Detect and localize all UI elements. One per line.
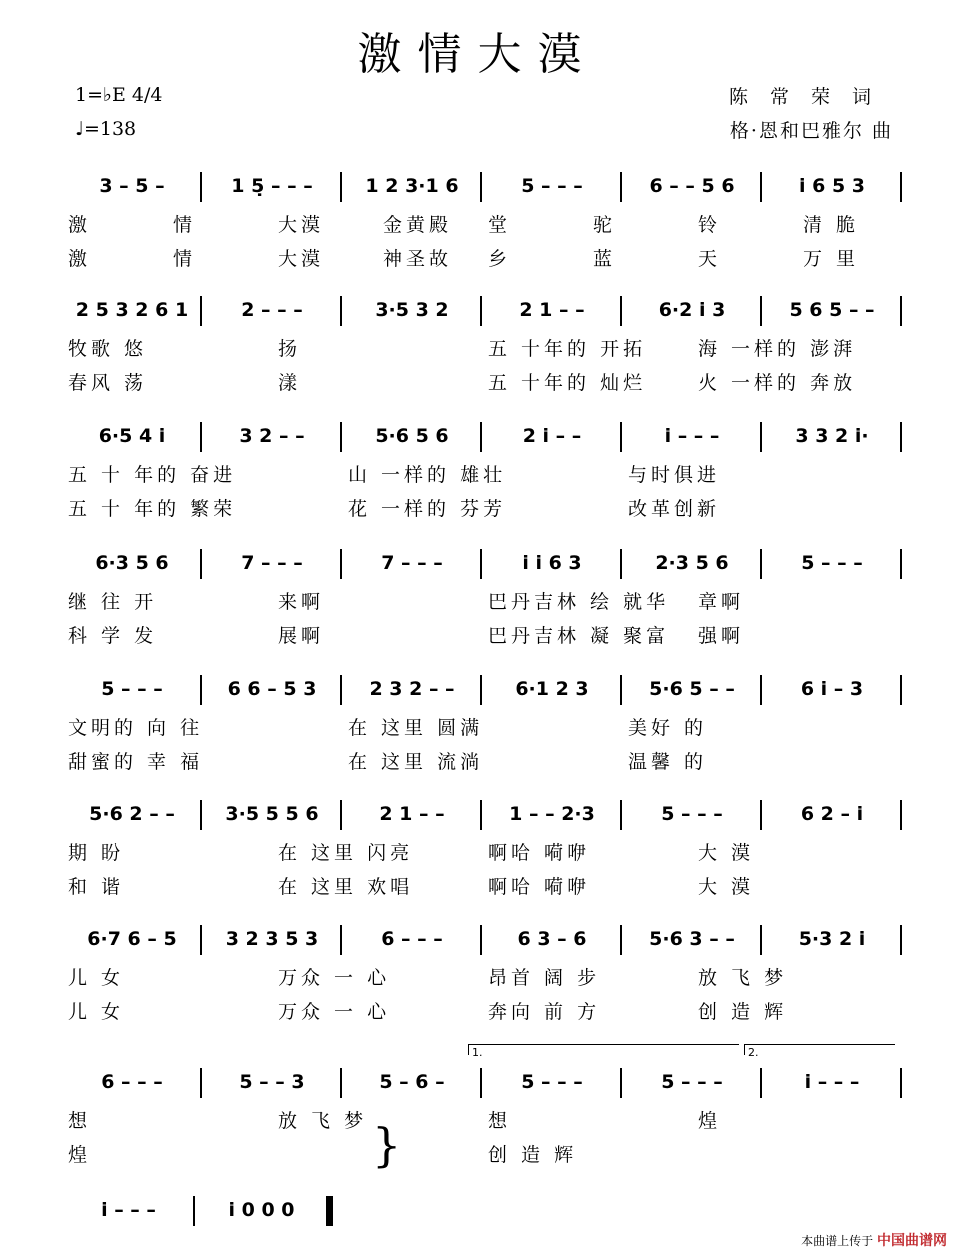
measure-notes: 5 – – –: [661, 1071, 723, 1093]
measure-notes: i – – –: [101, 1199, 156, 1221]
measure-notes: 5 – – –: [101, 678, 163, 700]
lyricist-credit: 陈常荣词: [728, 86, 893, 108]
lyric-text: 万众 一 心: [278, 1001, 391, 1023]
measure-notes: 6 6 – 5 3: [227, 678, 317, 700]
barline: [900, 172, 902, 202]
measure-notes: 3 2 3 5 3: [225, 928, 319, 950]
lyric-text: 驼: [593, 214, 617, 236]
notation-row: [62, 800, 902, 828]
lyric-line-1: [62, 460, 902, 486]
measure-notes: i 0 0 0: [228, 1199, 295, 1221]
measure-notes: 2·3 5 6: [655, 552, 729, 574]
lyric-text: 火 一样的 奔放: [698, 372, 857, 394]
barline: [900, 1068, 902, 1098]
measure-notes: 6 – – 5 6: [649, 175, 735, 197]
lyric-line-2: [62, 872, 902, 898]
measure: [482, 422, 622, 450]
lyric-text: 大漠: [278, 214, 325, 236]
measure: [62, 422, 202, 450]
lyric-line-2: [62, 997, 902, 1023]
measure-notes: 2 1 – –: [519, 299, 585, 321]
lyric-text: 万众 一 心: [278, 967, 391, 989]
barline: [900, 549, 902, 579]
lyric-text: 堂: [488, 214, 512, 236]
measure-notes: i 6 5 3: [798, 175, 866, 197]
lyric-text: 牧歌 悠: [68, 338, 148, 360]
lyric-line-1: [62, 838, 902, 864]
tempo-marking: ♩=138: [75, 118, 137, 140]
composer-credit: 格·恩和巴雅尔 曲: [729, 120, 893, 142]
notation-row: [62, 1068, 902, 1096]
measure: [62, 296, 202, 324]
lyric-text: 章啊: [698, 591, 745, 613]
lyric-line-2: [62, 494, 902, 520]
lyric-text: 大 漠: [698, 842, 755, 864]
repeat-brace: }: [372, 1118, 402, 1172]
lyric-line-1: [62, 713, 902, 739]
volta-bracket-1: [468, 1044, 739, 1055]
measure-notes: 7 – – –: [381, 552, 443, 574]
lyric-line-1: [62, 210, 902, 236]
measure: [622, 172, 762, 200]
measure: [622, 1068, 762, 1096]
lyric-text: 创 造 辉: [488, 1144, 578, 1166]
lyric-text: 放 飞 梦: [278, 1110, 368, 1132]
measure: [762, 422, 902, 450]
measure-notes: 5 – – –: [521, 175, 583, 197]
lyric-text: 创 造 辉: [698, 1001, 788, 1023]
lyric-text: 大 漠: [698, 876, 755, 898]
lyric-text: 与时俱进: [628, 464, 721, 486]
lyric-text: 儿 女: [68, 1001, 125, 1023]
measure-notes: 1 2 3·1 6: [365, 175, 459, 197]
lyric-text: 想: [488, 1110, 512, 1132]
lyric-line-1: [62, 334, 902, 360]
measure-notes: 6·2 i 3: [658, 299, 726, 321]
measure: [762, 800, 902, 828]
notation-row: [62, 296, 902, 324]
key-signature: 1=♭E 4/4: [75, 84, 163, 106]
lyric-line-1: [62, 1106, 902, 1132]
measure-notes: i i 6 3: [522, 552, 582, 574]
measure: [202, 549, 342, 577]
measure-notes: 5·6 5 6: [375, 425, 449, 447]
measure-notes: 2 i – –: [522, 425, 582, 447]
measure: [482, 675, 622, 703]
lyric-text: 激: [68, 214, 92, 236]
lyric-text: 乡: [488, 248, 512, 270]
measure-notes: 5 – 6 –: [379, 1071, 445, 1093]
lyric-text: 儿 女: [68, 967, 125, 989]
measure-notes: 5·3 2 i: [798, 928, 866, 950]
lyric-text: 啊哈 嗬咿: [488, 876, 591, 898]
notation-row: [62, 675, 902, 703]
measure: [622, 675, 762, 703]
lyric-line-2: [62, 1140, 902, 1166]
lyric-text: 天: [698, 248, 722, 270]
measure: [342, 422, 482, 450]
measure-notes: 3 3 2 i·: [795, 425, 869, 447]
volta-bracket-2: [744, 1044, 895, 1055]
lyric-line-2: [62, 747, 902, 773]
measure: [482, 925, 622, 953]
footer-text: 本曲谱上传于: [801, 1234, 874, 1248]
lyric-text: 海 一样的 澎湃: [698, 338, 857, 360]
measure-notes: 6 – – –: [101, 1071, 163, 1093]
measure: [195, 1196, 328, 1224]
lyric-text: 扬: [278, 338, 302, 360]
footer-credit: [801, 1230, 947, 1250]
volta-label-2: 2.: [748, 1046, 759, 1059]
measure-notes: 6 – – –: [381, 928, 443, 950]
lyric-text: 在 这里 圆满: [348, 717, 484, 739]
lyric-text: 五 十年的 开拓: [488, 338, 647, 360]
lyric-text: 改革创新: [628, 498, 721, 520]
lyric-text: 强啊: [698, 625, 745, 647]
measure: [62, 800, 202, 828]
lyric-text: 文明的 向 往: [68, 717, 204, 739]
measure: [202, 925, 342, 953]
lyric-text: 万 里: [803, 248, 860, 270]
measure: [622, 422, 762, 450]
measure-notes: 5·6 3 – –: [649, 928, 735, 950]
lyric-text: 煌: [68, 1144, 92, 1166]
lyric-text: 在 这里 欢唱: [278, 876, 414, 898]
measure: [482, 549, 622, 577]
notation-row: [62, 1196, 902, 1224]
lyric-text: 继 往 开: [68, 591, 158, 613]
lyric-text: 山 一样的 雄壮: [348, 464, 507, 486]
measure: [202, 800, 342, 828]
measure-notes: 3·5 5 5 6: [225, 803, 319, 825]
lyric-text: 啊哈 嗬咿: [488, 842, 591, 864]
lyric-text: 铃: [698, 214, 722, 236]
measure-notes: 5 – – –: [521, 1071, 583, 1093]
measure-notes: 2 – – –: [241, 299, 303, 321]
measure-notes: 2 3 2 – –: [369, 678, 455, 700]
measure: [202, 296, 342, 324]
measure: [62, 172, 202, 200]
measure-notes: 2 1 – –: [379, 803, 445, 825]
lyric-text: 情: [173, 214, 197, 236]
lyric-text: 花 一样的 芬芳: [348, 498, 507, 520]
measure: [342, 172, 482, 200]
measure: [62, 925, 202, 953]
measure: [342, 800, 482, 828]
lyric-text: 清 脆: [803, 214, 860, 236]
measure-notes: 3 – 5 –: [99, 175, 165, 197]
lyric-text: 甜蜜的 幸 福: [68, 751, 204, 773]
lyric-text: 五 十 年的 奋进: [68, 464, 237, 486]
lyric-line-2: [62, 244, 902, 270]
volta-label-1: 1.: [472, 1046, 483, 1059]
measure: [62, 1196, 195, 1224]
measure: [482, 296, 622, 324]
barline: [900, 296, 902, 326]
measure-notes: 2 5 3 2 6 1: [75, 299, 189, 321]
lyric-text: 温馨 的: [628, 751, 708, 773]
measure-notes: 5·6 5 – –: [649, 678, 735, 700]
measure: [202, 422, 342, 450]
lyric-text: 五 十 年的 繁荣: [68, 498, 237, 520]
lyric-text: 昂首 阔 步: [488, 967, 601, 989]
measure-notes: 6 i – 3: [800, 678, 864, 700]
measure: [762, 549, 902, 577]
measure: [342, 296, 482, 324]
measure: [482, 172, 622, 200]
measure-notes: 1 5̣ – – –: [231, 175, 313, 197]
measure: [202, 1068, 342, 1096]
notation-row: [62, 925, 902, 953]
measure: [622, 296, 762, 324]
measure-notes: 1 – – 2·3: [509, 803, 595, 825]
measure-notes: 3 2 – –: [239, 425, 305, 447]
lyric-text: 漾: [278, 372, 302, 394]
lyric-text: 奔向 前 方: [488, 1001, 601, 1023]
measure-notes: 5 – – 3: [239, 1071, 305, 1093]
measure-notes: 6 3 – 6: [517, 928, 587, 950]
measure-notes: 5 – – –: [801, 552, 863, 574]
lyric-line-1: [62, 587, 902, 613]
lyric-text: 大漠: [278, 248, 325, 270]
lyric-text: 神圣故: [383, 248, 453, 270]
song-title: 激情大漠: [357, 29, 598, 80]
measure-notes: i – – –: [664, 425, 720, 447]
measure-notes: 3·5 3 2: [375, 299, 449, 321]
measure: [482, 800, 622, 828]
lyric-text: 煌: [698, 1110, 722, 1132]
measure-notes: 6·3 5 6: [95, 552, 169, 574]
measure: [762, 172, 902, 200]
measure: [62, 1068, 202, 1096]
measure: [342, 1068, 482, 1096]
lyric-text: 想: [68, 1110, 92, 1132]
lyric-text: 展啊: [278, 625, 325, 647]
barline: [900, 675, 902, 705]
lyric-text: 期 盼: [68, 842, 125, 864]
notation-row: [62, 549, 902, 577]
lyric-text: 和 谐: [68, 876, 125, 898]
lyric-text: 放 飞 梦: [698, 967, 788, 989]
measure-notes: 5 6 5 – –: [789, 299, 875, 321]
measure: [762, 675, 902, 703]
lyric-text: 激: [68, 248, 92, 270]
measure-notes: 5·6 2 – –: [89, 803, 175, 825]
measure-notes: i – – –: [804, 1071, 860, 1093]
measure: [762, 1068, 902, 1096]
lyric-text: 在 这里 闪亮: [278, 842, 414, 864]
lyric-text: 来啊: [278, 591, 325, 613]
measure: [762, 925, 902, 953]
lyric-text: 五 十年的 灿烂: [488, 372, 647, 394]
measure: [342, 675, 482, 703]
measure: [202, 172, 342, 200]
measure: [62, 549, 202, 577]
lyric-line-2: [62, 368, 902, 394]
barline: [900, 925, 902, 955]
lyric-text: 美好 的: [628, 717, 708, 739]
lyric-line-1: [62, 963, 902, 989]
final-barline: [328, 1196, 333, 1226]
measure-notes: 7 – – –: [241, 552, 303, 574]
site-brand: 中国曲谱网: [877, 1233, 947, 1249]
lyric-text: 巴丹吉林 绘 就华: [488, 591, 670, 613]
measure: [202, 675, 342, 703]
measure-notes: 6·7 6 – 5: [87, 928, 177, 950]
measure: [342, 925, 482, 953]
measure-notes: 6·5 4 i: [98, 425, 166, 447]
measure-notes: 5 – – –: [661, 803, 723, 825]
measure: [482, 1068, 622, 1096]
lyric-text: 巴丹吉林 凝 聚富: [488, 625, 670, 647]
measure: [342, 549, 482, 577]
lyric-text: 在 这里 流淌: [348, 751, 484, 773]
notation-row: [62, 422, 902, 450]
barline: [900, 800, 902, 830]
measure-notes: 6·1 2 3: [515, 678, 589, 700]
barline: [900, 422, 902, 452]
measure: [622, 549, 762, 577]
measure-notes: 6 2 – i: [800, 803, 864, 825]
measure: [762, 296, 902, 324]
lyric-text: 金黄殿: [383, 214, 453, 236]
lyric-text: 科 学 发: [68, 625, 158, 647]
lyric-text: 蓝: [593, 248, 617, 270]
lyric-line-2: [62, 621, 902, 647]
measure: [622, 925, 762, 953]
measure: [62, 675, 202, 703]
lyric-text: 春风 荡: [68, 372, 148, 394]
lyric-text: 情: [173, 248, 197, 270]
measure: [622, 800, 762, 828]
notation-row: [62, 172, 902, 200]
